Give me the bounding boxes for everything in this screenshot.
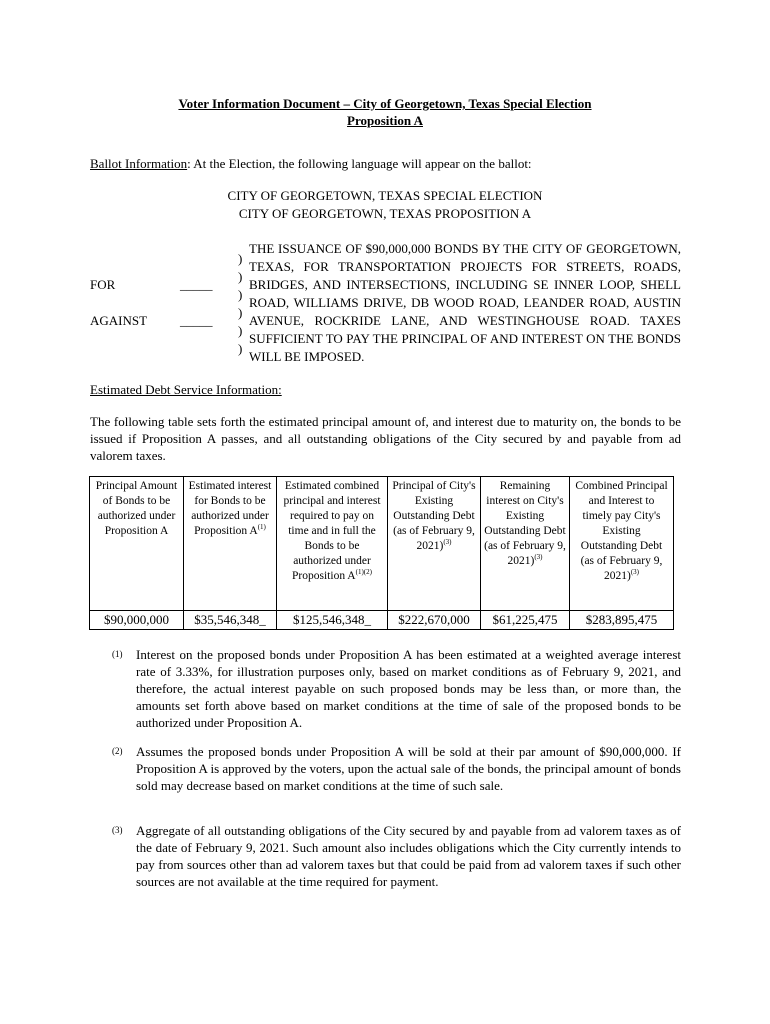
table-row [90,611,674,630]
ballot-heading-2: CITY OF GEORGETOWN, TEXAS PROPOSITION A [238,206,532,221]
table-header-row [90,477,674,611]
debt-service-intro: The following table sets forth the estimated principal amount of, and interest due to maturity on, the bonds to be issued if Proposition A passes, and all outstanding obligations of the City secured by and payable from ad valorem taxes. [90,414,681,463]
title-line-2: Proposition A [347,113,423,128]
table-header-cell: Estimated combined principal and interest required to pay on time and in full the Bonds to be authorized under Proposition $A^{(1)(2)}$ [277,477,388,611]
table-header-cell: Remaining interest on City's Existing Outstanding Debt (as of February 9, 2021)$^{(3)}$ [481,477,570,611]
footnote-1-text: Interest on the proposed bonds under Proposition A has been estimated at a weighted average interest rate of 3.33%, for illustration purposes only, based on market conditions as of February 9, 2021, and therefore, the actual interest payable on such proposed bonds may be less than, or more than, the amounts set forth above based on market conditions at the time of sale of the proposed bonds to be authorized under Proposition A. [136,647,681,730]
against-label: AGAINST [90,313,148,328]
footnote-3-number: (3) [112,825,123,835]
table-cell: $35,546,348_ [184,611,277,630]
table-cell: $283,895,475 [570,611,674,630]
ballot-heading-1: CITY OF GEORGETOWN, TEXAS SPECIAL ELECTION [227,188,543,203]
document-title [0,95,770,129]
table-header-cell: Principal Amount of Bonds to be authorized under Proposition A [90,477,184,611]
footnote-3-text: Aggregate of all outstanding obligations of the City secured by and payable from ad valorem taxes as of the date of February 9, 2021. Such amount also includes obligations which the City currently intends to pay from sources other than ad valorem taxes but that could be paid from ad valorem taxes if such other sources are not available at the time required for payment. [136,823,681,889]
debt-service-heading: Estimated Debt Service Information: [90,382,282,397]
for-label: FOR [90,277,116,292]
table-cell: $125,546,348_ [277,611,388,630]
debt-service-table [89,476,674,630]
ballot-info-label: Ballot Information [90,156,188,171]
table-header-cell: Principal of City's Existing Outstanding Debt (as of February 9, 2021)$^{(3)}$ [388,477,481,611]
ballot-info-text: : At the Election, the following language will appear on the ballot: [187,156,532,171]
against-blank: _____ [180,313,213,328]
table-header-cell: Estimated interest for Bonds to be authorized under Proposition $A^{(1)}$ [184,477,277,611]
for-blank: _____ [180,277,213,292]
table-header-cell: Combined Principal and Interest to timely pay City's Existing Outstanding Debt (as of February 9, 2021)$^{(3)}$ [570,477,674,611]
title-line-1: Voter Information Document – City of Georgetown, Texas Special Election [178,96,592,111]
table-cell: $222,670,000 [388,611,481,630]
footnote-2-number: (2) [112,746,123,756]
ballot-info-line [90,155,532,172]
ballot-bracket: ) ) ) ) ) ) [238,251,243,356]
table-cell: $61,225,475 [481,611,570,630]
ballot-proposition-text: THE ISSUANCE OF $90,000,000 BONDS BY THE CITY OF GEORGETOWN, TEXAS, FOR TRANSPORTATION PROJECTS FOR STREETS, ROADS, BRIDGES, AND INTERSECTIONS, INCLUDING SE INNER LOOP, SHELL ROAD, WILLIAMS DRIVE, DB WOOD ROAD, LEANDER ROAD, AUSTIN AVENUE, ROCKRIDE LANE, AND WESTINGHOUSE ROAD. TAXES SUFFICIENT TO PAY THE PRINCIPAL OF AND INTEREST ON THE BONDS WILL BE IMPOSED. [249,241,681,364]
table-cell: $90,000,000 [90,611,184,630]
footnote-2-text: Assumes the proposed bonds under Proposition A will be sold at their par amount of $90,000,000. If Proposition A is approved by the voters, upon the actual sale of the bonds, the principal amount of bonds sold may decrease based on market conditions at the time of such sale. [136,744,681,793]
footnote-1-number: (1) [112,649,123,659]
